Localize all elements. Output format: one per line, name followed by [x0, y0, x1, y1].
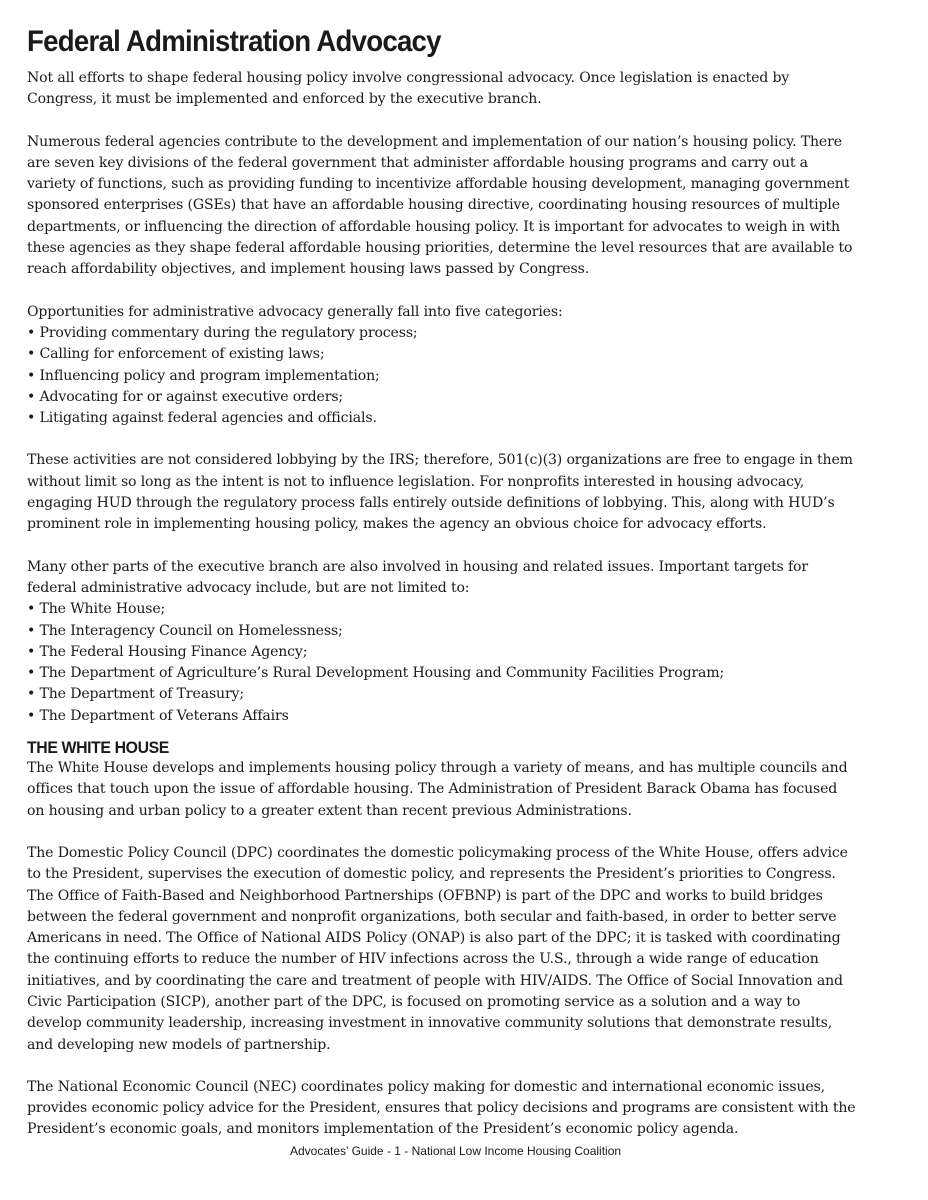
section-heading-white-house: THE WHITE HOUSE — [27, 738, 169, 758]
list-item: • The Department of Agriculture’s Rural Development Housing and Community Facilities Program; — [27, 663, 857, 684]
list-item: • The Department of Veterans Affairs — [27, 706, 857, 727]
list-item: • Advocating for or against executive orders; — [27, 387, 857, 408]
dpc-paragraph: The Domestic Policy Council (DPC) coordinates the domestic policymaking process of the White House, offers advice to the President, supervises the execution of domestic policy, and represents the President’s priorities to Congress. The Office of Faith-Based and Neighborhood Partnerships (OFBNP) is part of the DPC and works to build bridges between the federal government and nonprofit organizations, both secular and faith-based, in order to better serve Americans in need. The Office of National AIDS Policy (ONAP) is also part of the DPC; it is tasked with coordinating the continuing efforts to reduce the number of HIV infections across the U.S., through a wide range of education initiatives, and by coordinating the care and treatment of people with HIV/AIDS. The Office of Social Innovation and Civic Participation (SICP), another part of the DPC, is focused on promoting service as a solution and a way to develop community leadership, increasing investment in innovative community solutions that demonstrate results, and developing new models of partnership. — [27, 844, 848, 1053]
targets-list — [27, 599, 857, 727]
list-item: • Litigating against federal agencies and officials. — [27, 408, 857, 429]
lobbying-paragraph: These activities are not considered lobbying by the IRS; therefore, 501(c)(3) organizations are free to engage in them without limit so long as the intent is not to influence legislation. For nonprofits interested in housing advocacy, engaging HUD through the regulatory process falls entirely outside definitions of lobbying. This, along with HUD’s prominent role in implementing housing policy, makes the agency an obvious choice for advocacy efforts. — [27, 452, 853, 533]
list-item: • Influencing policy and program implementation; — [27, 366, 857, 387]
targets-intro: Many other parts of the executive branch are also involved in housing and related issues. Important targets for federal administrative advocacy include, but are not limited to: — [27, 558, 808, 596]
white-house-paragraph: The White House develops and implements housing policy through a variety of means, and has multiple councils and offices that touch upon the issue of affordable housing. The Administration of President Barack Obama has focused on housing and urban policy to a greater extent than recent previous Administrations. — [27, 760, 848, 819]
categories-list — [27, 323, 857, 429]
list-item: • The White House; — [27, 599, 857, 620]
list-item: • Calling for enforcement of existing laws; — [27, 344, 857, 365]
nec-paragraph: The National Economic Council (NEC) coordinates policy making for domestic and international economic issues, provides economic policy advice for the President, ensures that policy decisions and programs are consistent with the President’s economic goals, and monitors implementation of the President’s economic policy agenda. — [27, 1078, 856, 1138]
document-page — [27, 22, 857, 1141]
page-footer: Advocates’ Guide - 1 - National Low Income Housing Coalition — [290, 1144, 622, 1158]
intro-paragraph: Not all efforts to shape federal housing policy involve congressional advocacy. Once legislation is enacted by Congress, it must be implemented and enforced by the executive branch. — [27, 70, 790, 108]
categories-intro: Opportunities for administrative advocacy generally fall into five categories: — [27, 303, 563, 320]
list-item: • The Interagency Council on Homelessness; — [27, 621, 857, 642]
list-item: • The Federal Housing Finance Agency; — [27, 642, 857, 663]
list-item: • Providing commentary during the regulatory process; — [27, 323, 857, 344]
list-item: • The Department of Treasury; — [27, 684, 857, 705]
agencies-paragraph: Numerous federal agencies contribute to the development and implementation of our nation’s housing policy. There are seven key divisions of the federal government that administer affordable housing programs and carry out a variety of functions, such as providing funding to incentivize affordable housing development, managing government sponsored enterprises (GSEs) that have an affordable housing directive, coordinating housing resources of multiple departments, or influencing the direction of affordable housing policy. It is important for advocates to weigh in with these agencies as they shape federal affordable housing priorities, determine the level resources that are available to reach affordability objectives, and implement housing laws passed by Congress. — [27, 133, 853, 278]
page-title: Federal Administration Advocacy — [27, 25, 441, 58]
